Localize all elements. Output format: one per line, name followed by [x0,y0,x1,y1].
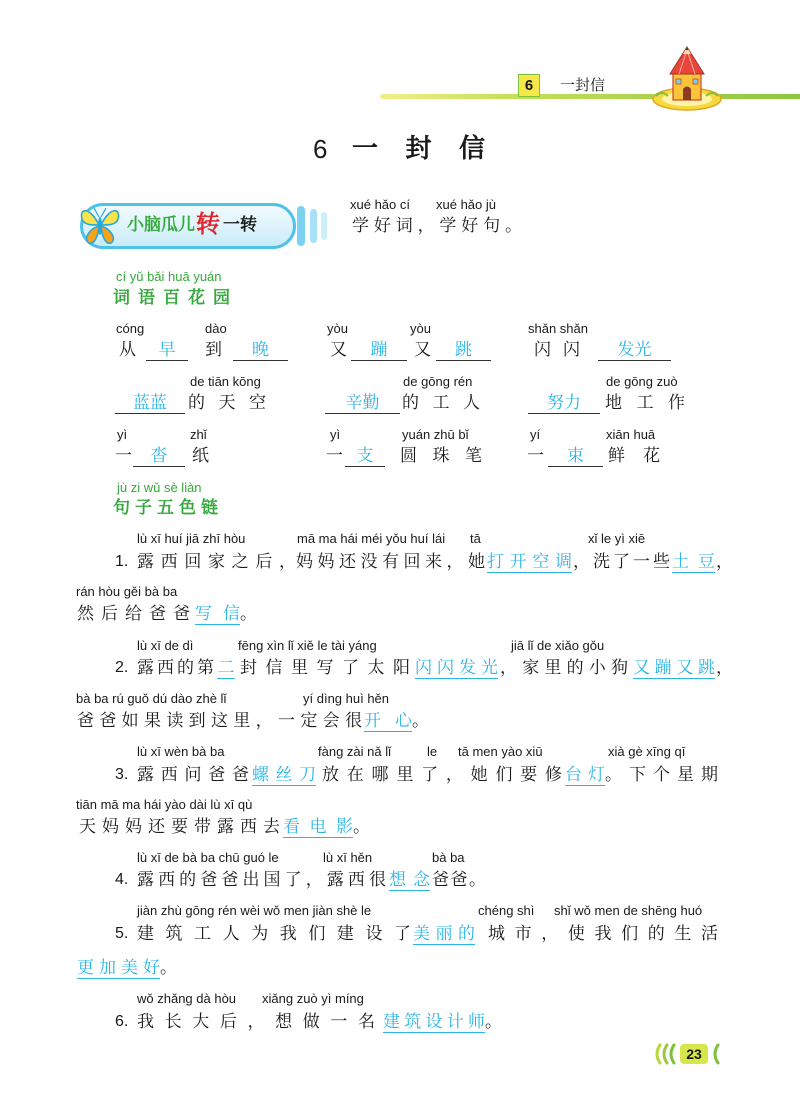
badge-label-dark: 一转 [223,215,257,235]
pinyin-annotation: tā [470,531,481,546]
pinyin-annotation: de tiān kōng [190,374,261,389]
pinyin-annotation: jiàn zhù gōng rén wèi wǒ men jiàn shè le [137,903,372,918]
pinyin-annotation: tā men yào xiū [458,744,543,759]
pinyin-annotation: jiā lǐ de xiǎo gǒu [511,638,605,653]
pinyin-annotation: lù xī de bà ba chū guó le [137,850,279,865]
sentence-text: ，家里的小狗 [500,658,628,678]
word-text: 又 [414,340,431,360]
answer-blank: 土豆 [672,552,715,572]
sentence-text: 露西回家之后， [137,552,296,572]
answer-blank: 螺丝刀 [252,765,316,785]
answer-blank: 想念 [389,870,430,890]
pinyin-annotation: yì [117,427,128,442]
pinyin-annotation: xiǎng zuò yì míng [262,991,364,1006]
page-title-number: 6 [313,134,328,164]
word-text: 圆珠笔 [400,446,482,466]
sentence-text: 爸爸。 [432,870,486,890]
word-text: 的工人 [402,393,480,413]
pinyin-annotation: xué hǎo jù [436,197,496,212]
word-text: 鲜花 [608,446,660,466]
section-heading-pinyin: cí yǔ bǎi huā yuán [116,269,222,284]
sentence-text: ， [716,552,733,572]
answer-blank: 蓝蓝 [115,393,185,414]
sentence-text: 露西的第 [137,658,214,678]
badge-stripe [321,212,327,240]
answer-blank: 发光 [598,340,671,361]
pinyin-annotation: zhǐ [190,427,207,442]
pinyin-annotation: wǒ zhǎng dà hòu [137,991,237,1006]
answer-blank: 努力 [528,393,600,414]
sentence-text: 放在哪里了，她们要修 [322,765,562,785]
sentence-number: 1. [115,553,129,570]
pinyin-annotation: xiān huā [606,427,656,442]
word-text: 一 [527,446,544,466]
word-text: 又 [330,340,347,360]
pinyin-annotation: lù xī hěn [323,850,373,865]
pinyin-annotation: shǐ wǒ men de shēng huó [554,903,703,918]
pinyin-annotation: mā ma hái méi yǒu huí lái [297,531,446,546]
answer-blank: 更加美好 [77,958,160,978]
sentence-number: 3. [115,766,129,783]
pinyin-annotation: chéng shì [478,903,535,918]
word-text: 地工作 [605,393,685,413]
pinyin-annotation: tiān mā ma hái yào dài lù xī qù [76,797,253,812]
sentence-number: 5. [115,925,129,942]
page-title: 一封信 [352,134,485,164]
pinyin-annotation: yì [330,427,341,442]
pinyin-annotation: de gōng zuò [606,374,678,389]
pinyin-annotation: bà ba rú guǒ dú dào zhè lǐ [76,691,227,706]
pinyin-annotation: yuán zhū bǐ [402,427,469,442]
badge-label-red: 转 [196,210,220,238]
running-header-title: 一封信 [560,76,606,94]
pinyin-annotation: de gōng rén [403,374,473,389]
pinyin-annotation: xǐ le yì xiē [588,531,646,546]
answer-blank: 沓 [133,446,185,467]
badge-stripe [310,209,317,243]
pinyin-annotation: bà ba [432,850,465,865]
section-badge [80,203,296,249]
answer-blank: 建筑设计师 [383,1012,485,1032]
sentence-text: ， [716,658,733,678]
pinyin-annotation: yòu [410,321,431,336]
word-text: 一 [326,446,343,466]
word-text: 到 [205,340,222,360]
sentence-text: 露西的爸爸出国了，露西很 [137,870,386,890]
header-rule [380,94,800,99]
word-text: 从 [119,340,136,360]
sentence-text: 。 [353,817,370,837]
answer-blank: 束 [548,446,603,467]
answer-blank: 二 [217,658,235,678]
answer-blank: 蹦 [351,340,407,361]
answer-blank: 辛勤 [325,393,400,414]
pinyin-annotation: fàng zài nǎ lǐ [318,744,391,759]
sentence-text: 城市，使我们的生活 [488,924,718,944]
sentence-text: 妈妈还没有回来，她 [296,552,485,572]
answer-blank: 台灯 [565,765,605,785]
sentence-text: 建筑工人为我们建设了 [137,924,411,944]
lesson-number-badge: 6 [518,74,540,97]
pinyin-annotation: le [427,744,438,759]
sentence-text: ，洗了一些 [573,552,670,572]
section-heading: 词语百花园 [113,288,230,308]
pencil-house-icon [652,44,722,112]
word-text: 一 [115,446,132,466]
section-heading-pinyin: jù zi wǔ sè liàn [117,480,202,495]
sentence-number: 6. [115,1013,129,1030]
pinyin-annotation: rán hòu gěi bà ba [76,584,178,599]
sentence-text: 封信里写了太阳 [240,658,410,678]
butterfly-icon [79,203,121,247]
answer-blank: 晚 [233,340,288,361]
pinyin-annotation: yí dìng huì hěn [303,691,390,706]
answer-blank: 支 [345,446,385,467]
pinyin-annotation: fēng xìn lǐ xiě le tài yáng [238,638,377,653]
pinyin-annotation: lù xī de dì [137,638,194,653]
sentence-text: 天妈妈还要带露西去 [79,817,280,837]
sentence-number: 4. [115,871,129,888]
badge-label-green: 小脑瓜儿 [127,215,195,235]
word-text: 纸 [192,446,209,466]
answer-blank: 跳 [436,340,491,361]
answer-blank: 开心 [364,711,412,731]
word-text: 的天空 [188,393,266,413]
answer-blank: 早 [146,340,188,361]
sentence-text: 我长大后，想做一名 [137,1012,375,1032]
answer-blank: 又蹦又跳 [633,658,715,678]
answer-blank: 闪闪发光 [415,658,498,678]
sentence-text: 。 [485,1012,502,1032]
section-heading: 句子五色链 [113,498,218,518]
answer-blank: 写信 [195,604,240,624]
pinyin-annotation: xué hǎo cí [350,197,410,212]
sentence-text: 。 [412,711,429,731]
pinyin-annotation: yí [530,427,541,442]
intro-instruction: 学好词，学好句。 [352,216,522,236]
word-text: 闪闪 [534,340,580,360]
pinyin-annotation: yòu [327,321,348,336]
answer-blank: 看电影 [283,817,353,837]
answer-blank: 美丽的 [413,924,475,944]
badge-stripe [297,206,305,246]
pinyin-annotation: lù xī wèn bà ba [137,744,225,759]
pinyin-annotation: xià gè xīng qī [608,744,686,759]
sentence-text: 爸爸如果读到这里，一定会很 [77,711,362,731]
sentence-text: 。 [240,604,257,624]
sentence-text: 。下个星期 [605,765,718,785]
pinyin-annotation: cóng [116,321,145,336]
pinyin-annotation: lù xī huí jiā zhī hòu [137,531,246,546]
sentence-text: 。 [160,958,177,978]
sentence-number: 2. [115,659,129,676]
pinyin-annotation: shǎn shǎn [528,321,588,336]
sentence-text: 然后给爸爸 [77,604,190,624]
answer-blank: 打开空调 [487,552,572,572]
sentence-text: 露西问爸爸 [137,765,249,785]
pinyin-annotation: dào [205,321,227,336]
page-number: 23 [680,1044,708,1064]
